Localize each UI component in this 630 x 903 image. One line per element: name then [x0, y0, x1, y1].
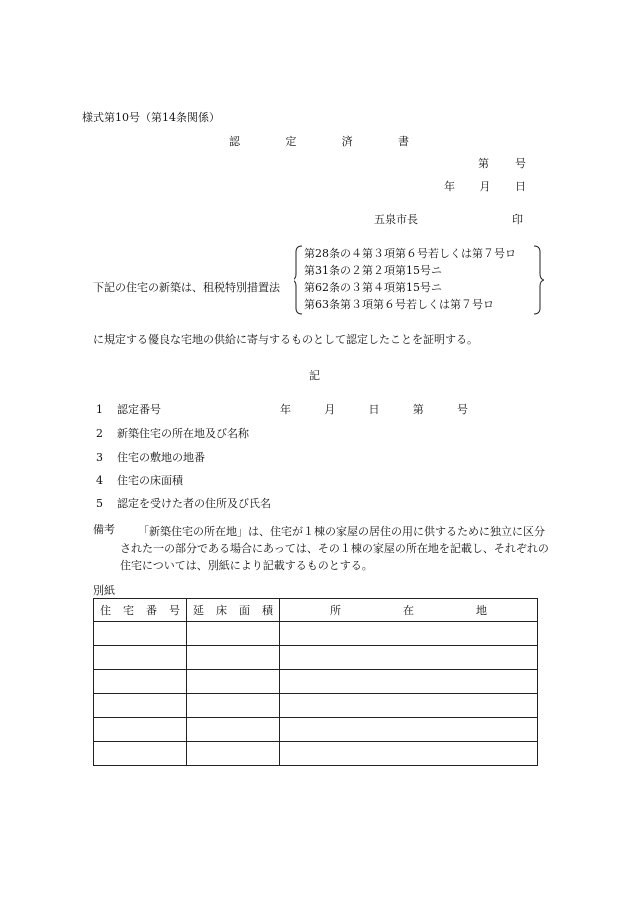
- item-label: 認定を受けた者の住所及び氏名: [117, 497, 271, 510]
- table-cell[interactable]: [280, 694, 538, 718]
- form-number: 様式第10号（第14条関係）: [82, 111, 220, 124]
- column-header-unit-number: [94, 599, 187, 622]
- title-char: 認: [229, 135, 240, 148]
- table-row: [94, 694, 538, 718]
- table-cell[interactable]: [94, 742, 187, 766]
- item-label: 住宅の敷地の地番: [117, 451, 205, 464]
- item-label: 認定番号: [117, 403, 161, 416]
- attachment-table: [93, 598, 538, 766]
- table-cell[interactable]: [187, 622, 280, 646]
- item-number: 2: [96, 427, 103, 440]
- header-char: 番: [146, 604, 157, 617]
- number-prefix: 第: [412, 403, 424, 416]
- attachment-label: 別紙: [93, 584, 115, 597]
- title-char: 済: [341, 135, 353, 148]
- table-cell[interactable]: [187, 742, 280, 766]
- table-cell[interactable]: [187, 694, 280, 718]
- table-row: [94, 670, 538, 694]
- table-cell[interactable]: [94, 646, 187, 670]
- item-label: 住宅の床面積: [117, 474, 183, 487]
- date-month: 月: [479, 180, 491, 193]
- certificate-number: [478, 157, 526, 171]
- item-label: 新築住宅の所在地及び名称: [117, 427, 249, 440]
- header-char: 住: [100, 604, 111, 617]
- header-char: 所: [330, 604, 341, 617]
- law-clause: 第31条の２第２項第15号ニ: [304, 264, 442, 277]
- table-row: [94, 742, 538, 766]
- table-cell[interactable]: [94, 670, 187, 694]
- item-number: 1: [96, 403, 103, 416]
- note-text: 「新築住宅の所在地」は、住宅が１棟の家屋の居住の用に供するために独立に区分された一の部分である場合にあっては、その１棟の家屋の所在地を記載し、それぞれの住宅については、別紙により記載するものとする。: [120, 525, 549, 572]
- table-cell[interactable]: [280, 670, 538, 694]
- header-char: 積: [262, 604, 273, 617]
- table-cell[interactable]: [280, 622, 538, 646]
- number-suffix: 号: [457, 403, 468, 416]
- table-cell[interactable]: [280, 718, 538, 742]
- date-day: 日: [515, 180, 526, 193]
- law-clause: 第62条の３第４項第15号ニ: [304, 281, 442, 294]
- column-header-location: [280, 599, 538, 622]
- header-char: 在: [403, 604, 414, 617]
- date-year: 年: [444, 180, 455, 193]
- header-char: 宅: [123, 604, 134, 617]
- date-month: 月: [324, 403, 336, 416]
- section-heading-ki: 記: [309, 369, 320, 382]
- table-row: [94, 646, 538, 670]
- document-title: [229, 135, 409, 149]
- header-char: 号: [169, 604, 180, 617]
- item-number: 4: [96, 474, 103, 487]
- issue-date: [444, 180, 526, 194]
- table-cell[interactable]: [94, 694, 187, 718]
- column-header-floor-area: [187, 599, 280, 622]
- note-label: 備考: [93, 523, 115, 536]
- table-cell[interactable]: [280, 646, 538, 670]
- table-cell[interactable]: [187, 670, 280, 694]
- title-char: 定: [285, 135, 297, 148]
- table-cell[interactable]: [94, 718, 187, 742]
- table-cell[interactable]: [280, 742, 538, 766]
- law-clause: 第28条の４第３項第６号若しくは第７号ロ: [304, 247, 516, 260]
- number-suffix: 号: [515, 157, 526, 170]
- header-char: 延: [193, 604, 204, 617]
- number-prefix: 第: [478, 157, 489, 170]
- table-row: [94, 622, 538, 646]
- certification-number-date: [280, 403, 468, 417]
- seal-mark: 印: [512, 213, 523, 226]
- attachment-table-body: [94, 622, 538, 766]
- date-year: 年: [280, 403, 291, 416]
- item-number: 5: [96, 497, 103, 510]
- table-row: [94, 718, 538, 742]
- table-cell[interactable]: [187, 646, 280, 670]
- table-cell[interactable]: [94, 622, 187, 646]
- issuer-name: 五泉市長: [374, 213, 418, 226]
- lead-text: 下記の住宅の新築は、租税特別措置法: [93, 281, 280, 294]
- item-number: 3: [96, 451, 103, 464]
- header-char: 地: [476, 604, 487, 617]
- date-day: 日: [368, 403, 380, 416]
- header-char: 床: [216, 604, 227, 617]
- header-char: 面: [239, 604, 250, 617]
- title-char: 書: [397, 135, 409, 148]
- law-clause: 第63条第３項第６号若しくは第７号ロ: [304, 298, 494, 311]
- table-cell[interactable]: [187, 718, 280, 742]
- certification-statement: に規定する優良な宅地の供給に寄与するものとして認定したことを証明する。: [93, 333, 478, 346]
